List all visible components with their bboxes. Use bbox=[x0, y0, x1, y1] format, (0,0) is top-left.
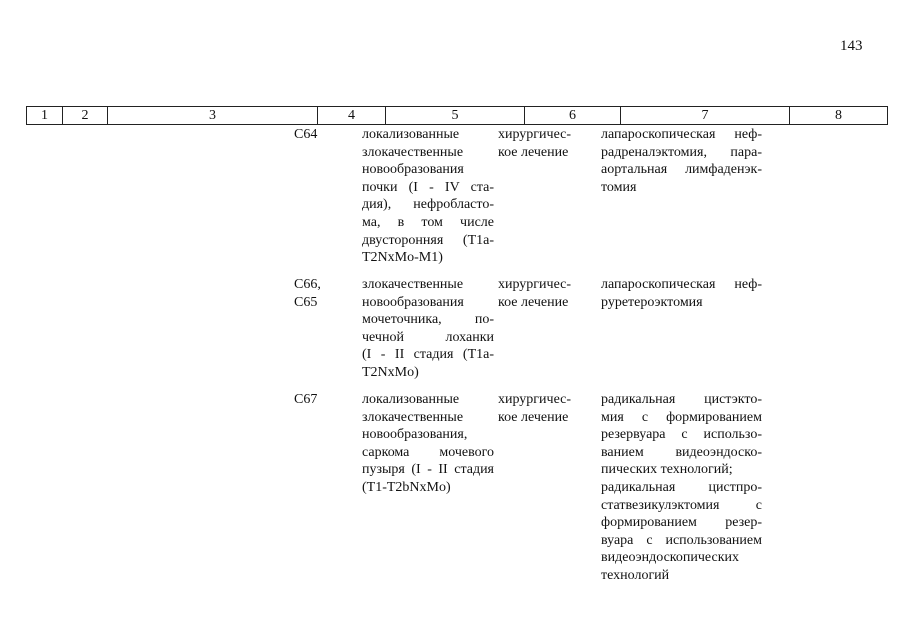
text-line: кое лечение bbox=[498, 294, 569, 310]
diagnosis-description bbox=[362, 126, 494, 267]
text-line: ванием видеоэндоско- bbox=[601, 444, 762, 460]
text-line: двусторонняя (T1a- bbox=[362, 232, 494, 248]
text-line: томия bbox=[601, 179, 637, 195]
text-line: новообразования bbox=[362, 162, 464, 178]
text-line: T2NxMo-M1) bbox=[362, 250, 443, 266]
text-line: вуара с использованием bbox=[601, 532, 762, 548]
treatment-type bbox=[498, 126, 582, 161]
text-line: статвезикулэктомия с bbox=[601, 497, 762, 513]
column-number-5: 5 bbox=[386, 107, 525, 125]
column-number-4: 4 bbox=[318, 107, 386, 125]
diagnosis-code: C64 bbox=[294, 127, 318, 142]
text-line: ма, в том числе bbox=[362, 214, 494, 230]
text-line: руретероэктомия bbox=[601, 294, 703, 310]
treatment-type bbox=[498, 391, 582, 426]
text-line: локализованные bbox=[362, 127, 460, 142]
diagnosis-code: C67 bbox=[294, 392, 318, 407]
text-line: злокачественные bbox=[362, 409, 464, 425]
text-line: хирургичес- bbox=[498, 127, 572, 142]
column-number-3: 3 bbox=[108, 107, 318, 125]
treatment-method bbox=[601, 391, 762, 585]
text-line: аортальная лимфаденэк- bbox=[601, 162, 762, 178]
text-line: хирургичес- bbox=[498, 392, 572, 407]
text-line: пузыря (I - II стадия bbox=[362, 462, 494, 478]
diagnosis-description bbox=[362, 391, 494, 497]
text-line: хирургичес- bbox=[498, 277, 572, 292]
text-line: пических технологий; bbox=[601, 462, 733, 478]
text-line: радикальная цистэкто- bbox=[601, 392, 762, 407]
text-line: лапароскопическая неф- bbox=[601, 127, 762, 142]
text-line: радикальная цистпро- bbox=[601, 479, 762, 495]
column-number-8: 8 bbox=[790, 107, 888, 125]
column-number-7: 7 bbox=[621, 107, 790, 125]
diagnosis-code: C66, C65 bbox=[294, 277, 321, 310]
text-line: (I - II стадия (T1a- bbox=[362, 347, 494, 363]
text-line: новообразования, bbox=[362, 427, 468, 443]
text-line: кое лечение bbox=[498, 409, 569, 425]
text-line: лапароскопическая неф- bbox=[601, 277, 762, 292]
text-line: видеоэндоскопических bbox=[601, 550, 739, 566]
text-line: локализованные bbox=[362, 392, 460, 407]
text-line: саркома мочевого bbox=[362, 444, 494, 460]
text-line: технологий bbox=[601, 567, 670, 583]
page-number: 143 bbox=[840, 38, 863, 54]
text-line: злокачественные bbox=[362, 144, 464, 160]
column-number-1: 1 bbox=[27, 107, 63, 125]
text-line: дия), нефробласто- bbox=[362, 197, 494, 213]
text-line: формированием резер- bbox=[601, 515, 762, 531]
text-line: мочеточника, по- bbox=[362, 312, 494, 328]
text-line: чечной лоханки bbox=[362, 329, 494, 345]
table-header-row bbox=[26, 106, 888, 125]
text-line: злокачественные bbox=[362, 277, 464, 292]
text-line: T2NxMo) bbox=[362, 364, 419, 380]
treatment-type bbox=[498, 276, 582, 311]
treatment-method bbox=[601, 126, 762, 196]
column-number-6: 6 bbox=[525, 107, 621, 125]
diagnosis-description bbox=[362, 276, 494, 382]
text-line: (T1-T2bNxMo) bbox=[362, 479, 451, 495]
text-line: почки (I - IV ста- bbox=[362, 179, 494, 195]
text-line: резервуара с использо- bbox=[601, 427, 762, 443]
text-line: новообразования bbox=[362, 294, 464, 310]
column-number-2: 2 bbox=[63, 107, 108, 125]
text-line: кое лечение bbox=[498, 144, 569, 160]
treatment-method bbox=[601, 276, 762, 311]
text-line: радреналэктомия, пара- bbox=[601, 144, 762, 160]
text-line: мия с формированием bbox=[601, 409, 762, 425]
